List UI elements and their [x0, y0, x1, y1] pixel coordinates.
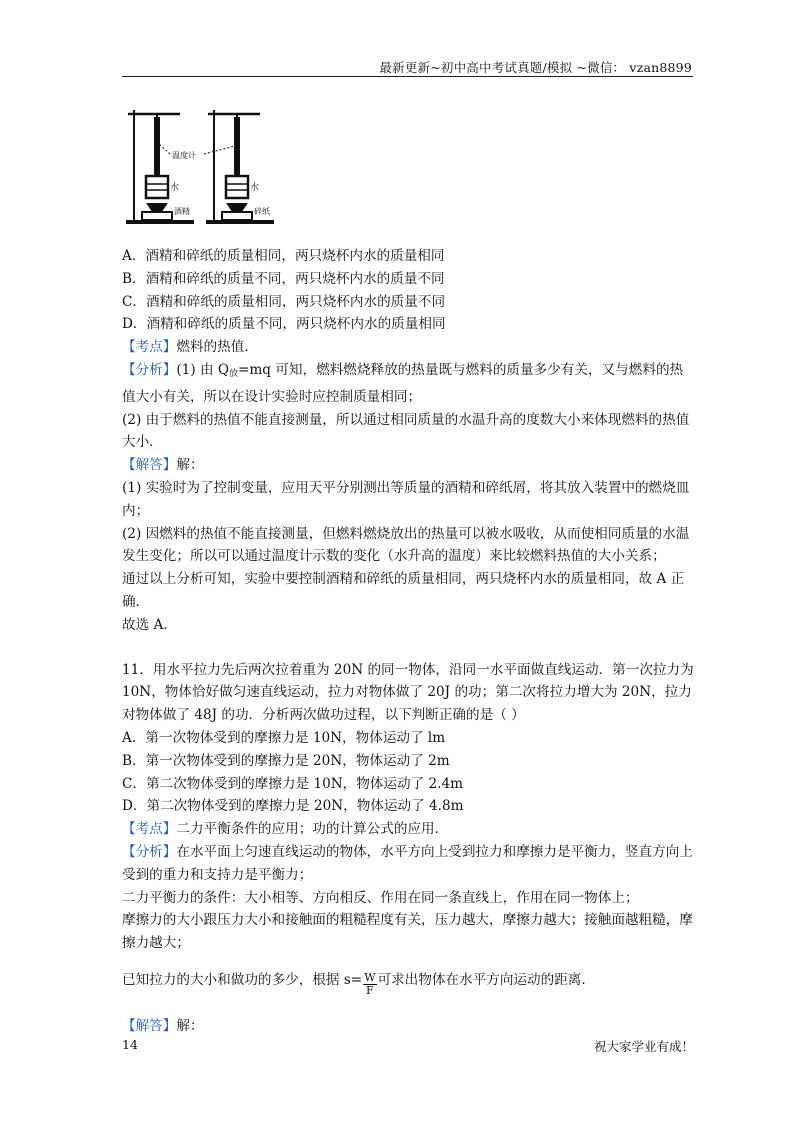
q10-jieda-1: (1) 实验时为了控制变量，应用天平分别测出等质量的酒精和碎纸屑，将其放入装置中的燃烧皿内； — [122, 479, 690, 519]
fuel-label-right: 碎纸 — [254, 207, 270, 216]
page-header: 最新更新~初中高中考试真题/模拟 ~微信： vzan8899 — [379, 60, 692, 75]
q10-answer: 故选 A． — [122, 616, 177, 633]
jieda-tag: 【解答】 — [122, 1017, 177, 1034]
fenxi-tag: 【分析】 — [122, 361, 177, 378]
jieda-tag: 【解答】 — [122, 457, 177, 474]
q10-fenxi-2: (2) 由于燃料的热值不能直接测量，所以通过相同质量的水温升高的度数大小来体现燃料的热值大小． — [122, 411, 690, 451]
q11-option-d: D．第二次物体受到的摩擦力是 20N，物体运动了 4.8m — [122, 798, 464, 815]
q10-option-d: D．酒精和碎纸的质量不同，两只烧杯内水的质量相同 — [122, 316, 446, 333]
apparatus-drawing — [122, 104, 277, 230]
page-number: 14 — [122, 1037, 138, 1052]
q10-fenxi-1: 【分析】(1) 由 $Q_放=mq$ 可知，燃料燃烧释放的热量既与燃料的质量多少有关，又与燃料的热值大小有关，所以在设计实验时应控制质量相同； — [122, 361, 684, 405]
distance-fraction: $\frac{W}{F}$ — [364, 970, 376, 997]
q10-jieda-3: 通过以上分析可知，实验中要控制酒精和碎纸的质量相同，两只烧杯内水的质量相同，故 A 正确． — [122, 571, 685, 610]
fenxi-tag: 【分析】 — [122, 843, 177, 860]
q10-jieda-2: (2) 因燃料的热值不能直接测量，但燃料燃烧放出的热量可以被水吸收，从而使相同质量的水温发生变化；所以可以通过温度计示数的变化（水升高的温度）来比较燃料热值的大小关系； — [122, 525, 690, 565]
document-body — [122, 245, 694, 1038]
q11-fenxi-2: 二力平衡力的条件：大小相等、方向相反、作用在同一条直线上，作用在同一物体上； — [122, 889, 639, 906]
kaodian-tag: 【考点】 — [122, 339, 177, 356]
q11-fenxi-4: 已知拉力的大小和做功的多少，根据 s= $\frac{W}{F}$ 可求出物体在水平方向运动的距离． — [122, 970, 595, 997]
spacer — [122, 637, 694, 659]
experiment-figure — [122, 104, 277, 230]
footer-slogan: 祝大家学业有成！ — [593, 1039, 694, 1054]
q10-option-a: A．酒精和碎纸的质量相同，两只烧杯内水的质量相同 — [122, 248, 445, 264]
q11-option-a: A．第一次物体受到的摩擦力是 10N，物体运动了 lm — [122, 729, 446, 746]
q11-fenxi-1: 【分析】在水平面上匀速直线运动的物体，水平方向上受到拉力和摩擦力是平衡力，竖直方向上受到的重力和支持力是平衡力； — [122, 843, 693, 883]
q10-option-b: B．酒精和碎纸的质量不同，两只烧杯内水的质量不同 — [122, 270, 445, 287]
q11-option-c: C．第二次物体受到的摩擦力是 10N，物体运动了 2.4m — [122, 775, 464, 792]
spacer — [122, 1007, 694, 1015]
q10-option-c: C．酒精和碎纸的质量相同，两只烧杯内水的质量不同 — [122, 293, 446, 310]
q11-jieda: 【解答】解： — [122, 1017, 204, 1034]
q10-kaodian: 【考点】燃料的热值． — [122, 339, 258, 356]
water-label-left: 水 — [170, 183, 180, 193]
q11-kaodian: 【考点】二力平衡条件的应用；功的计算公式的应用． — [122, 821, 449, 838]
q11-stem: 11．用水平拉力先后两次拉着重为 20N 的同一物体，沿同一水平面做直线运动．第一次拉力为 10N，物体恰好做匀速直线运动，拉力对物体做了 20J 的功；第二次将拉力增大为 20N，拉力对物体做了 48J 的功．分析两次做功过程，以下判断正确的是（ ） — [122, 661, 694, 724]
kaodian-tag: 【考点】 — [122, 821, 177, 838]
fuel-label-left: 酒精 — [174, 207, 190, 216]
q10-jieda: 【解答】解： — [122, 457, 204, 474]
thermometer-label: 温度计 — [172, 151, 196, 160]
water-label-right: 水 — [250, 183, 260, 193]
q11-option-b: B．第一次物体受到的摩擦力是 20N，物体运动了 2m — [122, 752, 450, 769]
header-rule — [122, 76, 693, 77]
q11-fenxi-3: 摩擦力的大小跟压力大小和接触面的粗糙程度有关，压力越大，摩擦力越大；接触面越粗糙，摩擦力越大； — [122, 912, 693, 952]
